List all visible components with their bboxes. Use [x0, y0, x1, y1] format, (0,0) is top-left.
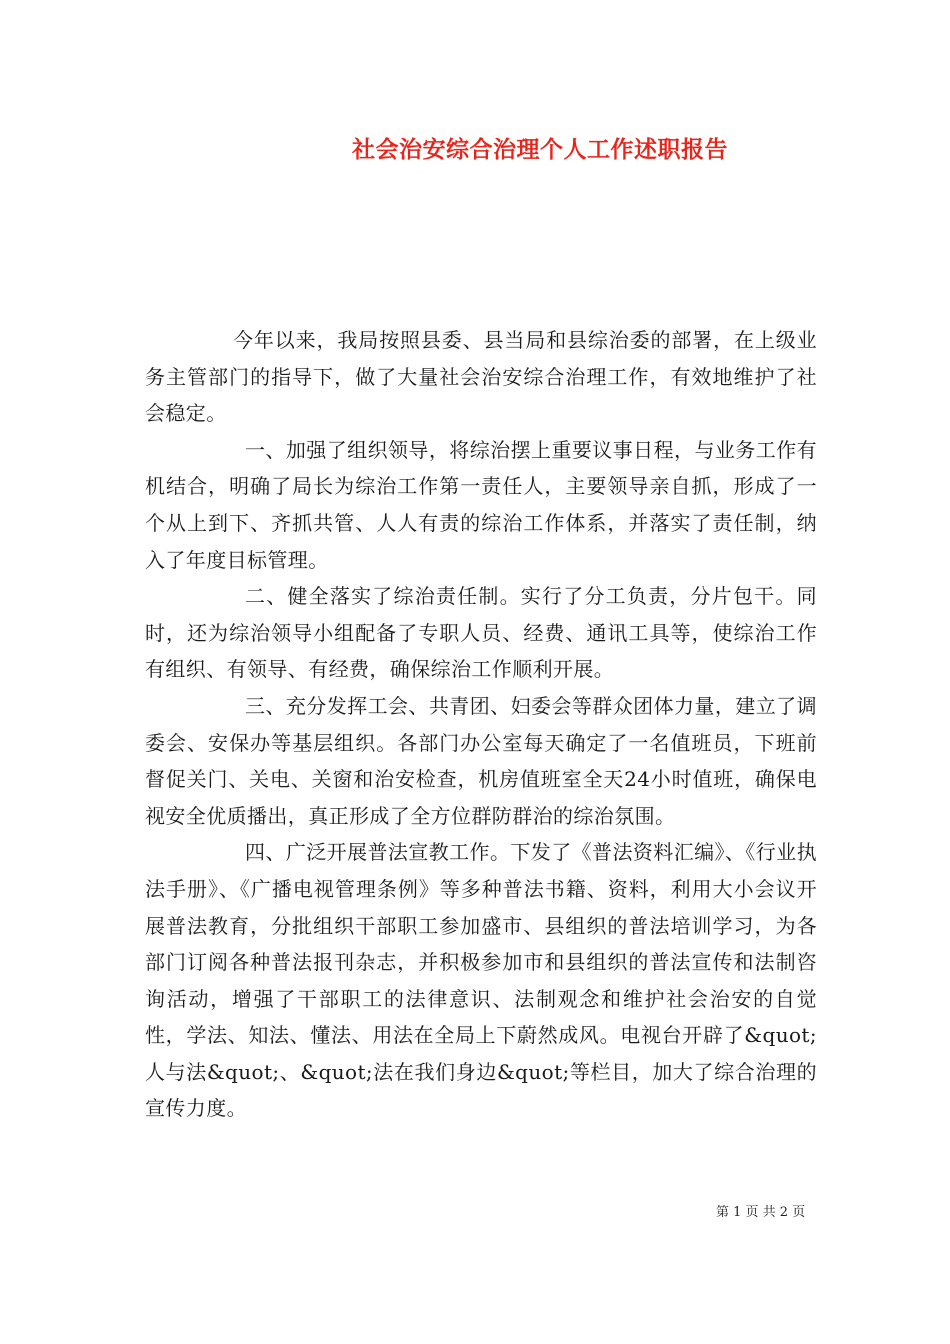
paragraph-intro: 今年以来，我局按照县委、县当局和县综治委的部署，在上级业务主管部门的指导下，做了大量社会治安综合治理工作，有效地维护了社会稳定。	[145, 328, 817, 426]
page-footer: 第 1 页 共 2 页	[716, 1205, 806, 1220]
paragraph-section-2: 二、健全落实了综治责任制。实行了分工负责，分片包干。同时，还为综治领导小组配备了专职人员、经费、通讯工具等，使综治工作有组织、有领导、有经费，确保综治工作顺利开展。	[145, 584, 817, 682]
document-title: 社会治安综合治理个人工作述职报告	[352, 136, 728, 163]
paragraph-section-4: 四、广泛开展普法宣教工作。下发了《普法资料汇编》、《行业执法手册》、《广播电视管理条例》等多种普法书籍、资料，利用大小会议开展普法教育，分批组织干部职工参加盛市、县组织的普法培训学习，为各部门订阅各种普法报刊杂志，并积极参加市和县组织的普法宣传和法制咨询活动，增强了干部职工的法律意识、法制观念和维护社会治安的自觉性，学法、知法、懂法、用法在全局上下蔚然成风。电视台开辟了&quot;人与法&quot;、&quot;法在我们身边&quot;等栏目，加大了综合治理的宣传力度。	[145, 840, 817, 1121]
document-body	[145, 322, 817, 1127]
paragraph-section-3: 三、充分发挥工会、共青团、妇委会等群众团体力量，建立了调委会、安保办等基层组织。各部门办公室每天确定了一名值班员，下班前督促关门、关电、关窗和治安检查，机房值班室全天24小时值班，确保电视安全优质播出，真正形成了全方位群防群治的综治氛围。	[145, 693, 817, 828]
paragraph-section-1: 一、加强了组织领导，将综治摆上重要议事日程，与业务工作有机结合，明确了局长为综治工作第一责任人，主要领导亲自抓，形成了一个从上到下、齐抓共管、人人有责的综治工作体系，并落实了责任制，纳入了年度目标管理。	[145, 437, 817, 572]
